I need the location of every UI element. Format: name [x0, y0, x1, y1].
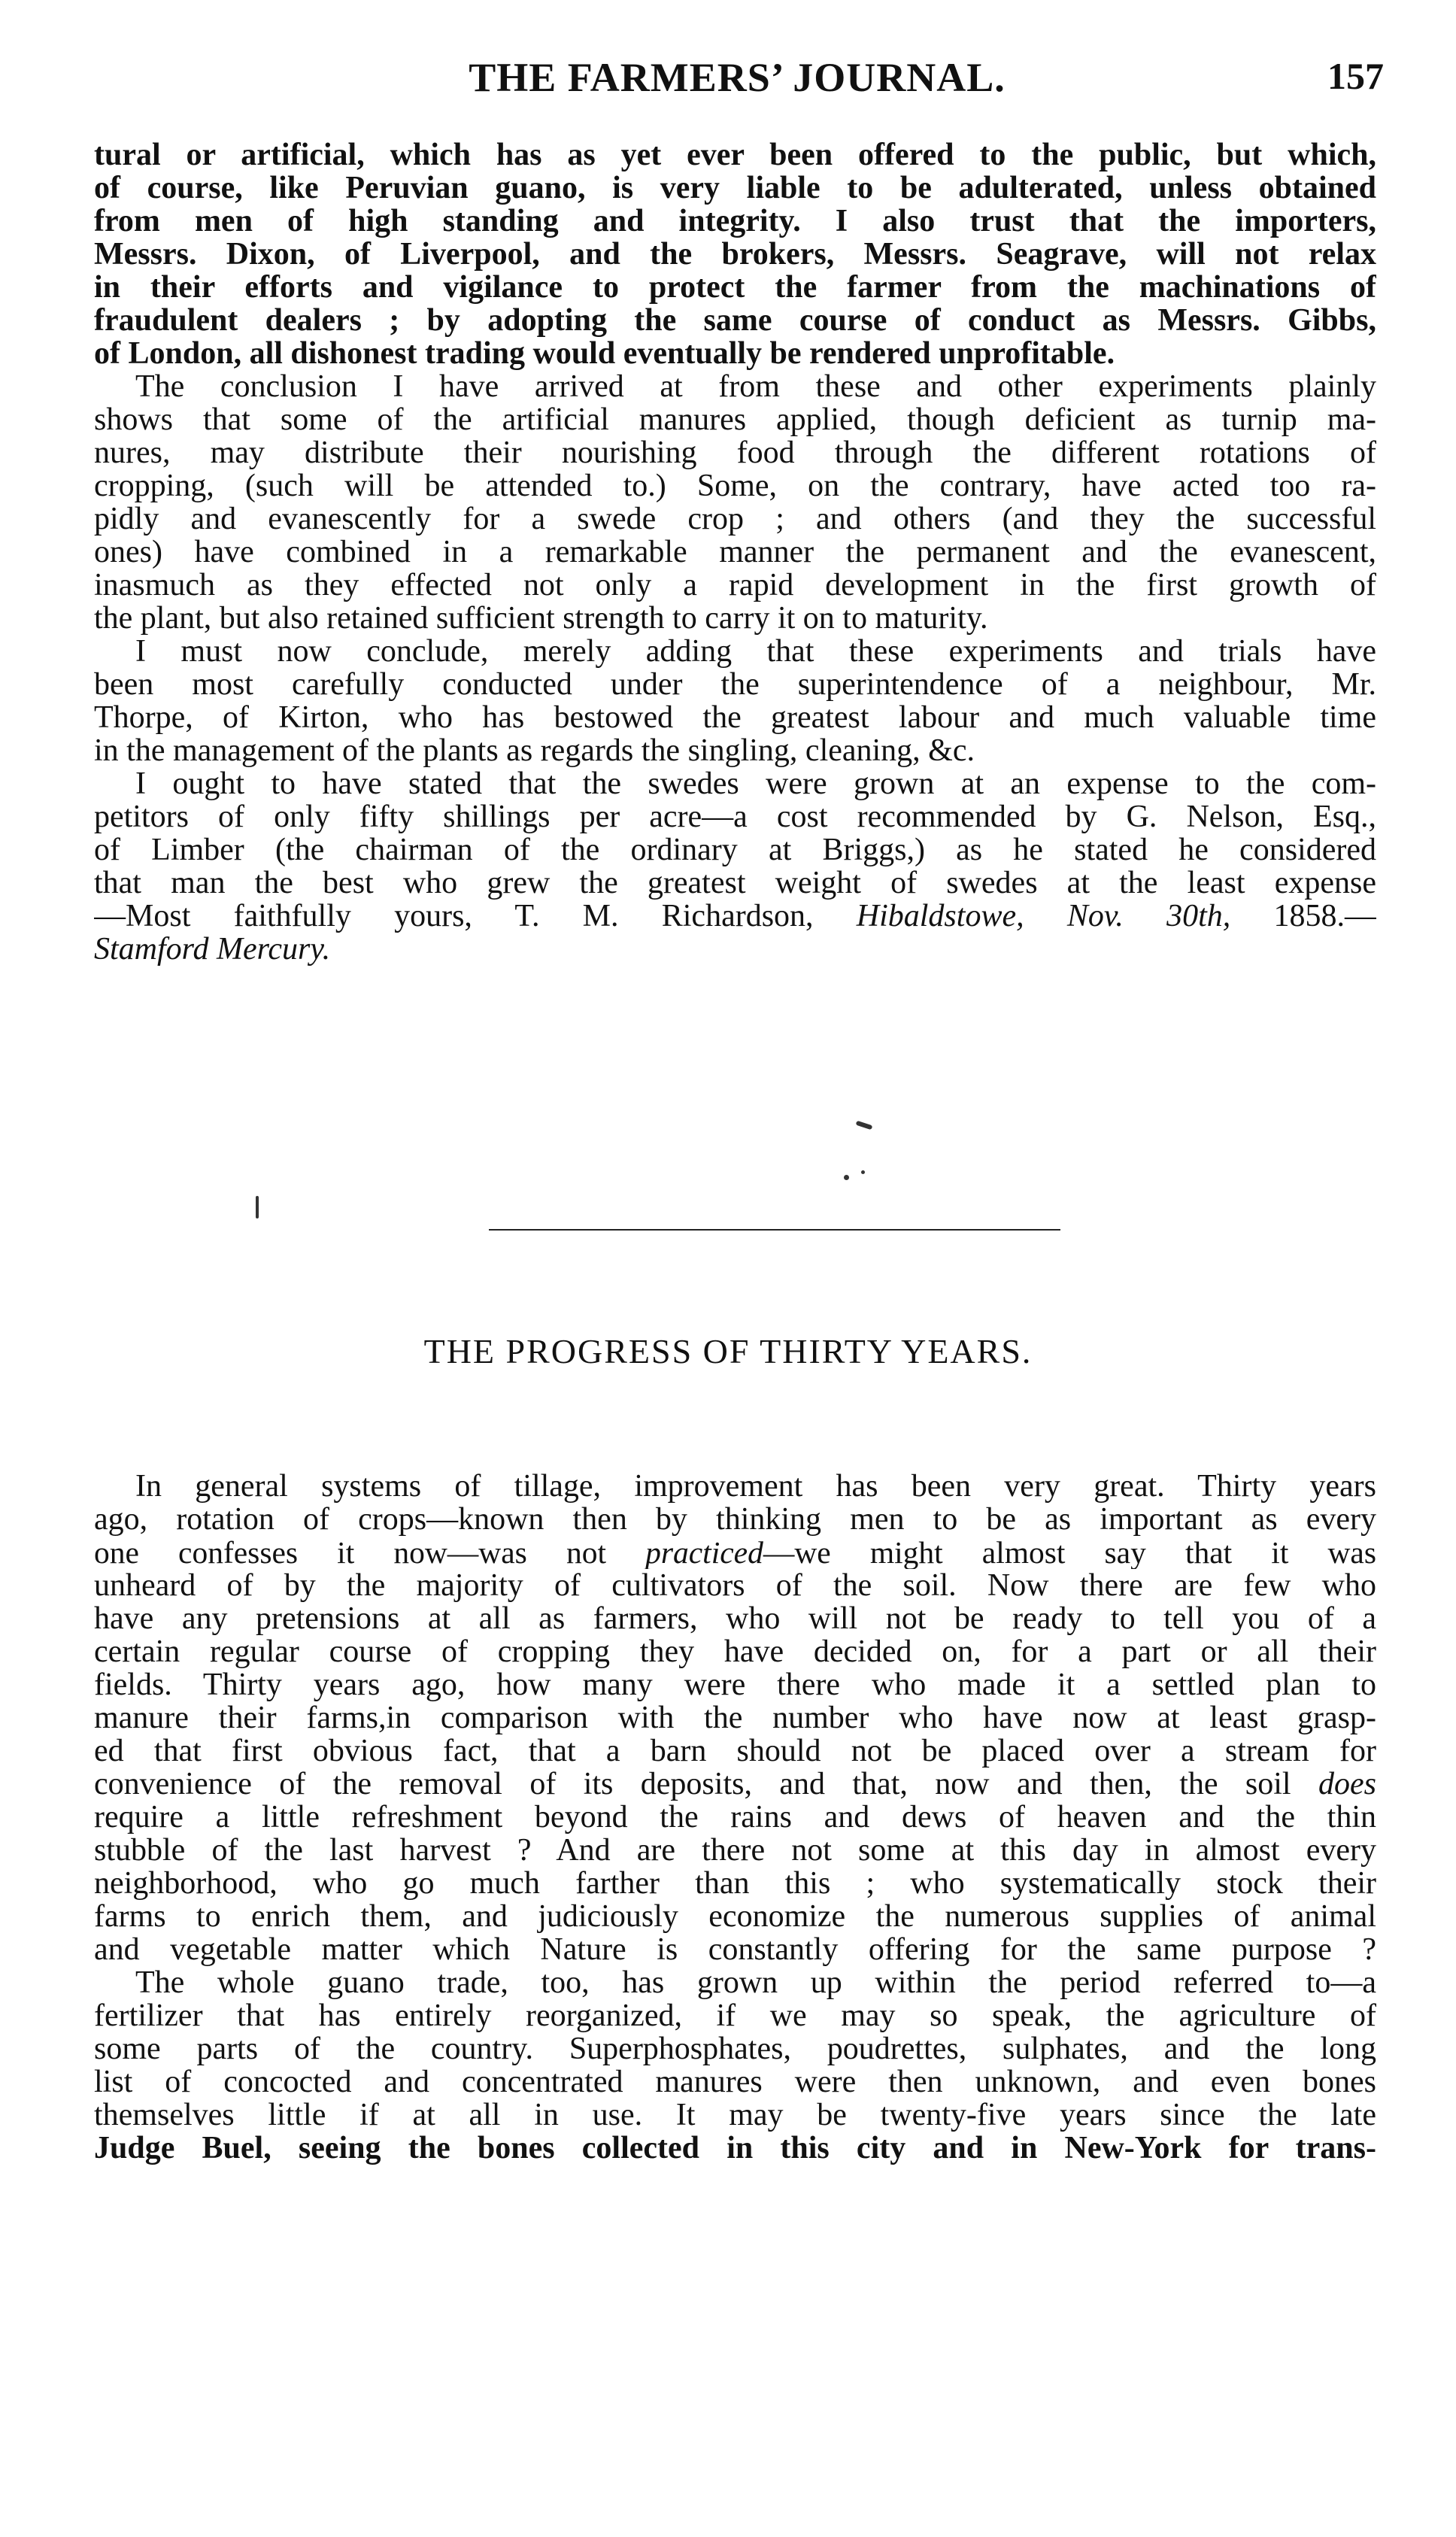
ink-speck	[856, 1121, 873, 1130]
text-line: neighborhood, who go much farther than this ; who systematically stock their	[94, 1867, 1376, 1900]
italic-word: practiced	[645, 1536, 763, 1569]
text-line: I must now conclude, merely adding that these experiments and trials have	[135, 635, 1376, 668]
text-line: manure their farms,in comparison with the number who have now at least grasp-	[94, 1701, 1376, 1734]
text-line: of course, like Peruvian guano, is very liable to be adulterated, unless obtained	[94, 171, 1376, 205]
text-segment: convenience of the removal of its deposits, and that, now and then, the soil	[94, 1768, 1291, 1801]
text-line: fields. Thirty years ago, how many were there who made it a settled plan to	[94, 1668, 1376, 1701]
text-line: of Limber (the chairman of the ordinary at Briggs,) as he stated he considered	[94, 833, 1376, 866]
text-line: been most carefully conducted under the superintendence of a neighbour, Mr.	[94, 668, 1376, 701]
text-line: tural or artificial, which has as yet ever been offered to the public, but which,	[94, 138, 1376, 171]
text-line: require a little refreshment beyond the rains and dews of heaven and the thin	[94, 1801, 1376, 1834]
text-line: that man the best who grew the greatest weight of swedes at the least expense	[94, 866, 1376, 900]
article-title: THE PROGRESS OF THIRTY YEARS.	[423, 1332, 1033, 1370]
text-line: some parts of the country. Superphosphates, poudrettes, sulphates, and the long	[94, 2032, 1376, 2065]
text-line: I ought to have stated that the swedes were grown at an expense to the com-	[135, 767, 1376, 800]
text-line: fertilizer that has entirely reorganized, if we may so speak, the agriculture of	[94, 1999, 1376, 2032]
text-line: farms to enrich them, and judiciously economize the numerous supplies of animal	[94, 1900, 1376, 1933]
text-line: Thorpe, of Kirton, who has bestowed the greatest labour and much valuable time	[94, 701, 1376, 734]
text-line: The whole guano trade, too, has grown up within the period referred to—a	[135, 1966, 1376, 1999]
text-line	[94, 1768, 1376, 1801]
section-divider	[489, 1229, 1060, 1231]
text-line: nures, may distribute their nourishing food through the different rotations of	[94, 436, 1376, 469]
text-line: and vegetable matter which Nature is constantly offering for the same purpose ?	[94, 1933, 1376, 1966]
text-line: cropping, (such will be attended to.) Some, on the contrary, have acted too ra-	[94, 469, 1376, 502]
signoff-year: 1858.—	[1230, 900, 1376, 933]
journal-title: THE FARMERS’ JOURNAL.	[469, 55, 1006, 100]
text-line: in their efforts and vigilance to protect the farmer from the machinations of	[94, 271, 1376, 304]
text-line: shows that some of the artificial manures applied, though deficient as turnip ma-	[94, 403, 1376, 436]
text-line: list of concocted and concentrated manures were then unknown, and even bones	[94, 2065, 1376, 2098]
article-body	[94, 1470, 1376, 2165]
text-line: of London, all dishonest trading would eventually be rendered unprofitable.	[94, 337, 1115, 370]
text-segment: —we might almost say that it was	[763, 1536, 1376, 1569]
article-continuation	[94, 138, 1376, 966]
text-line	[94, 1536, 1376, 1569]
italic-word: does	[1318, 1768, 1376, 1801]
text-line: In general systems of tillage, improvement has been very great. Thirty years	[135, 1470, 1376, 1503]
text-segment: one confesses it now—was not	[94, 1536, 606, 1569]
text-line: unheard of by the majority of cultivators of the soil. Now there are few who	[94, 1569, 1376, 1602]
text-line: certain regular course of cropping they have decided on, for a part or all their	[94, 1635, 1376, 1668]
running-head	[90, 54, 1384, 107]
text-line: ago, rotation of crops—known then by thinking men to be as important as every	[94, 1503, 1376, 1536]
ink-speck	[256, 1196, 259, 1218]
text-line: Judge Buel, seeing the bones collected in this city and in New-York for trans-	[94, 2132, 1376, 2165]
ink-speck	[844, 1175, 849, 1180]
signoff-place-date: Hibaldstowe, Nov. 30th,	[856, 900, 1231, 933]
text-line: fraudulent dealers ; by adopting the same course of conduct as Messrs. Gibbs,	[94, 304, 1376, 337]
text-line: from men of high standing and integrity. I also trust that the importers,	[94, 205, 1376, 238]
text-line: petitors of only fifty shillings per acre—a cost recommended by G. Nelson, Esq.,	[94, 800, 1376, 833]
text-line: inasmuch as they effected not only a rapid development in the first growth of	[94, 569, 1376, 602]
source-name: Stamford Mercury.	[94, 933, 331, 966]
text-line: Messrs. Dixon, of Liverpool, and the brokers, Messrs. Seagrave, will not relax	[94, 238, 1376, 271]
text-line: have any pretensions at all as farmers, who will not be ready to tell you of a	[94, 1602, 1376, 1635]
page-number: 157	[1327, 55, 1384, 97]
text-line: the plant, but also retained sufficient strength to carry it on to maturity.	[94, 602, 988, 635]
text-line: themselves little if at all in use. It may be twenty-five years since the late	[94, 2098, 1376, 2132]
signoff-line	[94, 900, 1376, 933]
signoff-prefix: —Most faithfully yours, T. M. Richardson,	[94, 900, 857, 933]
text-line: ed that first obvious fact, that a barn should not be placed over a stream for	[94, 1734, 1376, 1768]
ink-speck	[861, 1170, 865, 1174]
text-line: stubble of the last harvest ? And are there not some at this day in almost every	[94, 1834, 1376, 1867]
text-line: in the management of the plants as regards the singling, cleaning, &c.	[94, 734, 975, 767]
text-line: The conclusion I have arrived at from these and other experiments plainly	[135, 370, 1376, 403]
text-line: ones) have combined in a remarkable manner the permanent and the evanescent,	[94, 536, 1376, 569]
text-line: pidly and evanescently for a swede crop ; and others (and they the successful	[94, 502, 1376, 536]
source-line	[94, 933, 1376, 966]
